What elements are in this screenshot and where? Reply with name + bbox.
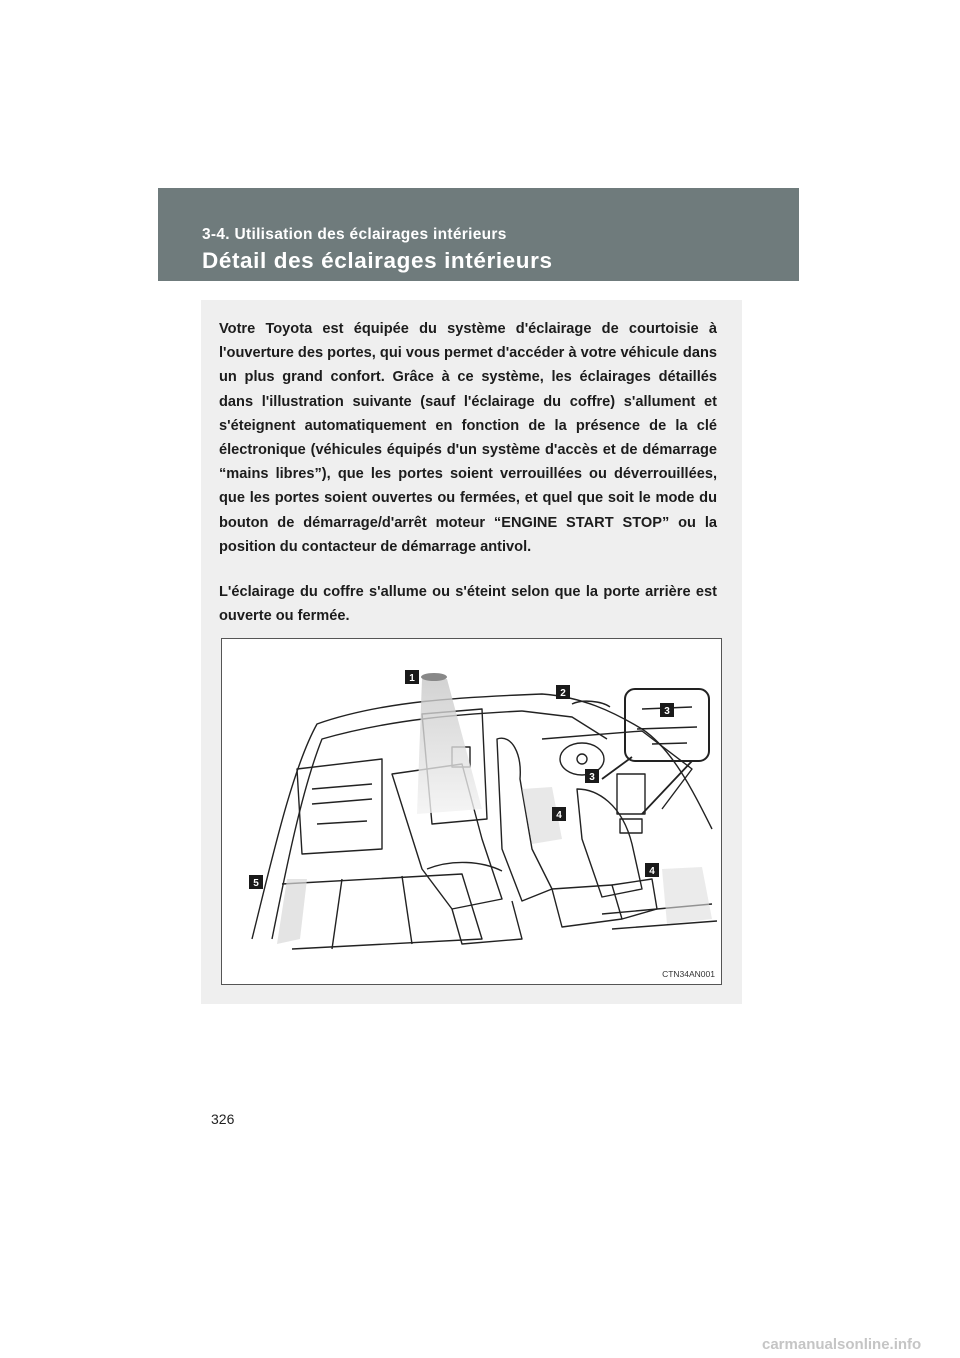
section-label: 3-4. Utilisation des éclairages intérieurs [202, 226, 507, 243]
callout-3: 3 [589, 772, 595, 783]
trunk-light-paragraph: L'éclairage du coffre s'allume ou s'éteint selon que la porte arrière est ouverte ou fermée. [219, 584, 717, 625]
callout-1: 1 [409, 673, 415, 684]
page-title: Détail des éclairages intérieurs [202, 248, 553, 273]
callout-4-sill: 4 [649, 866, 655, 877]
intro-paragraph: Votre Toyota est équipée du système d'éclairage de courtoisie à l'ouverture des portes, qui vous permet d'accéder à votre véhicule dans un plus grand confort. Grâce à ce système, les éclairages détaillés dans l'illustration suivante (sauf l'éclairage du coffre) s'allument et s'éteignent automatiquement en fonction de la présence de la clé électronique (véhicules équipés d'un système d'accès et de démarrage “mains libres”), que les portes soient verrouillées ou déverrouillées, que les portes soient ouvertes ou fermées, et quel que soit le mode du bouton de démarrage/d'arrêt moteur “ENGINE START STOP” ou la position du contacteur de démarrage antivol. [219, 321, 717, 555]
interior-lights-illustration [221, 638, 722, 985]
car-interior-drawing [222, 639, 722, 985]
callout-2: 2 [560, 688, 566, 699]
figure-code: CTN34AN001 [662, 969, 715, 979]
callout-3-zoom: 3 [664, 706, 670, 717]
content-box [201, 300, 742, 1004]
watermark: carmanualsonline.info [762, 1336, 922, 1353]
chapter-header [158, 188, 799, 281]
page-number: 326 [211, 1111, 235, 1127]
callout-5: 5 [253, 878, 259, 889]
callout-4-front: 4 [556, 810, 562, 821]
